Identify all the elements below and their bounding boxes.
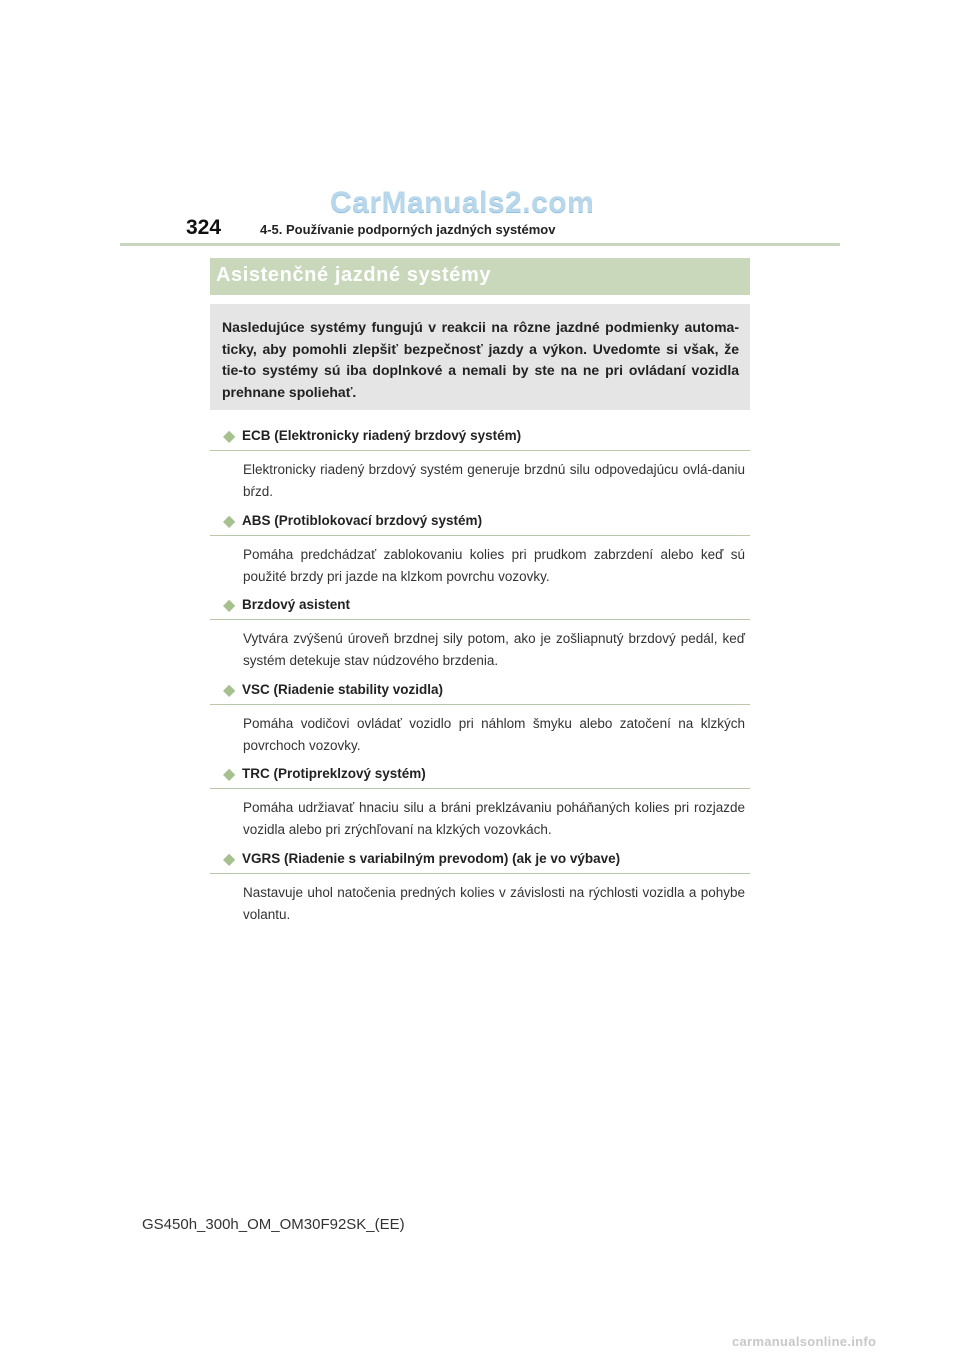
item-description: Pomáha predchádzať zablokovaniu kolies pri prudkom zabrzdení alebo keď sú použité brzdy pri jazde na klzkom povrchu vozovky. [243, 546, 745, 584]
list-item-vsc [210, 680, 750, 765]
item-description: Elektronicky riadený brzdový systém generuje brzdnú silu odpovedajúcu ovlá-daniu bŕzd. [243, 462, 745, 499]
list-item-brake-assist [210, 595, 750, 680]
item-title: ECB (Elektronicky riadený brzdový systém) [242, 428, 522, 443]
list-item-abs [210, 511, 750, 596]
item-heading [210, 426, 750, 451]
item-title: Brzdový asistent [242, 597, 351, 612]
item-title: VSC (Riadenie stability vozidla) [242, 681, 444, 697]
intro-text: Nasledujúce systémy fungujú v reakcii na rôzne jazdné podmienky automa-ticky, aby pomohli zlepšiť bezpečnosť jazdy a výkon. Uvedomte si však, že tie-to systémy sú iba doplnkové a nemali by ste na ne pri ovládaní vozidla prehnane spoliehať. [222, 319, 739, 400]
item-heading [210, 595, 750, 620]
diamond-bullet-icon: ◆ [223, 766, 236, 783]
header-rule [120, 243, 840, 246]
footer-doc-code: GS450h_300h_OM_OM30F92SK_(EE) [142, 1216, 405, 1233]
item-title: ABS (Protiblokovací brzdový systém) [242, 512, 483, 528]
item-title: VGRS (Riadenie s variabilným prevodom) (ak je vo výbave) [242, 850, 621, 866]
page-number: 324 [186, 216, 222, 239]
watermark-carmanualsonline: carmanualsonline.info [732, 1334, 877, 1349]
item-description: Pomáha vodičovi ovládať vozidlo pri náhlom šmyku alebo zatočení na klzkých povrchoch vozovky. [243, 715, 745, 753]
list-item-vgrs [210, 849, 750, 934]
item-heading [210, 849, 750, 874]
intro-box [210, 304, 750, 410]
item-heading [210, 511, 750, 536]
item-title: TRC (Protipreklzový systém) [242, 766, 426, 781]
item-description: Nastavuje uhol natočenia predných kolies v závislosti na rýchlosti vozidla a pohybe volantu. [243, 884, 745, 922]
page-title: Asistenčné jazdné systémy [216, 264, 492, 286]
diamond-bullet-icon: ◆ [223, 512, 236, 530]
diamond-bullet-icon: ◆ [223, 428, 236, 445]
item-description: Vytvára zvýšenú úroveň brzdnej sily potom, ako je zošliapnutý brzdový pedál, keď systém detekuje stav núdzového brzdenia. [243, 631, 745, 668]
system-list [210, 426, 750, 933]
item-heading [210, 764, 750, 789]
section-header: 4-5. Používanie podporných jazdných systémov [260, 222, 556, 237]
watermark-carmanuals2: CarManuals2.com [330, 186, 595, 219]
item-heading [210, 680, 750, 705]
list-item-ecb [210, 426, 750, 511]
diamond-bullet-icon: ◆ [223, 850, 236, 868]
list-item-trc [210, 764, 750, 849]
diamond-bullet-icon: ◆ [223, 681, 236, 699]
title-bar [210, 258, 750, 295]
diamond-bullet-icon: ◆ [223, 597, 236, 614]
item-description: Pomáha udržiavať hnaciu silu a bráni preklzávaniu poháňaných kolies pri rozjazde vozidla alebo pri zrýchľovaní na klzkých vozovkách. [243, 800, 745, 837]
